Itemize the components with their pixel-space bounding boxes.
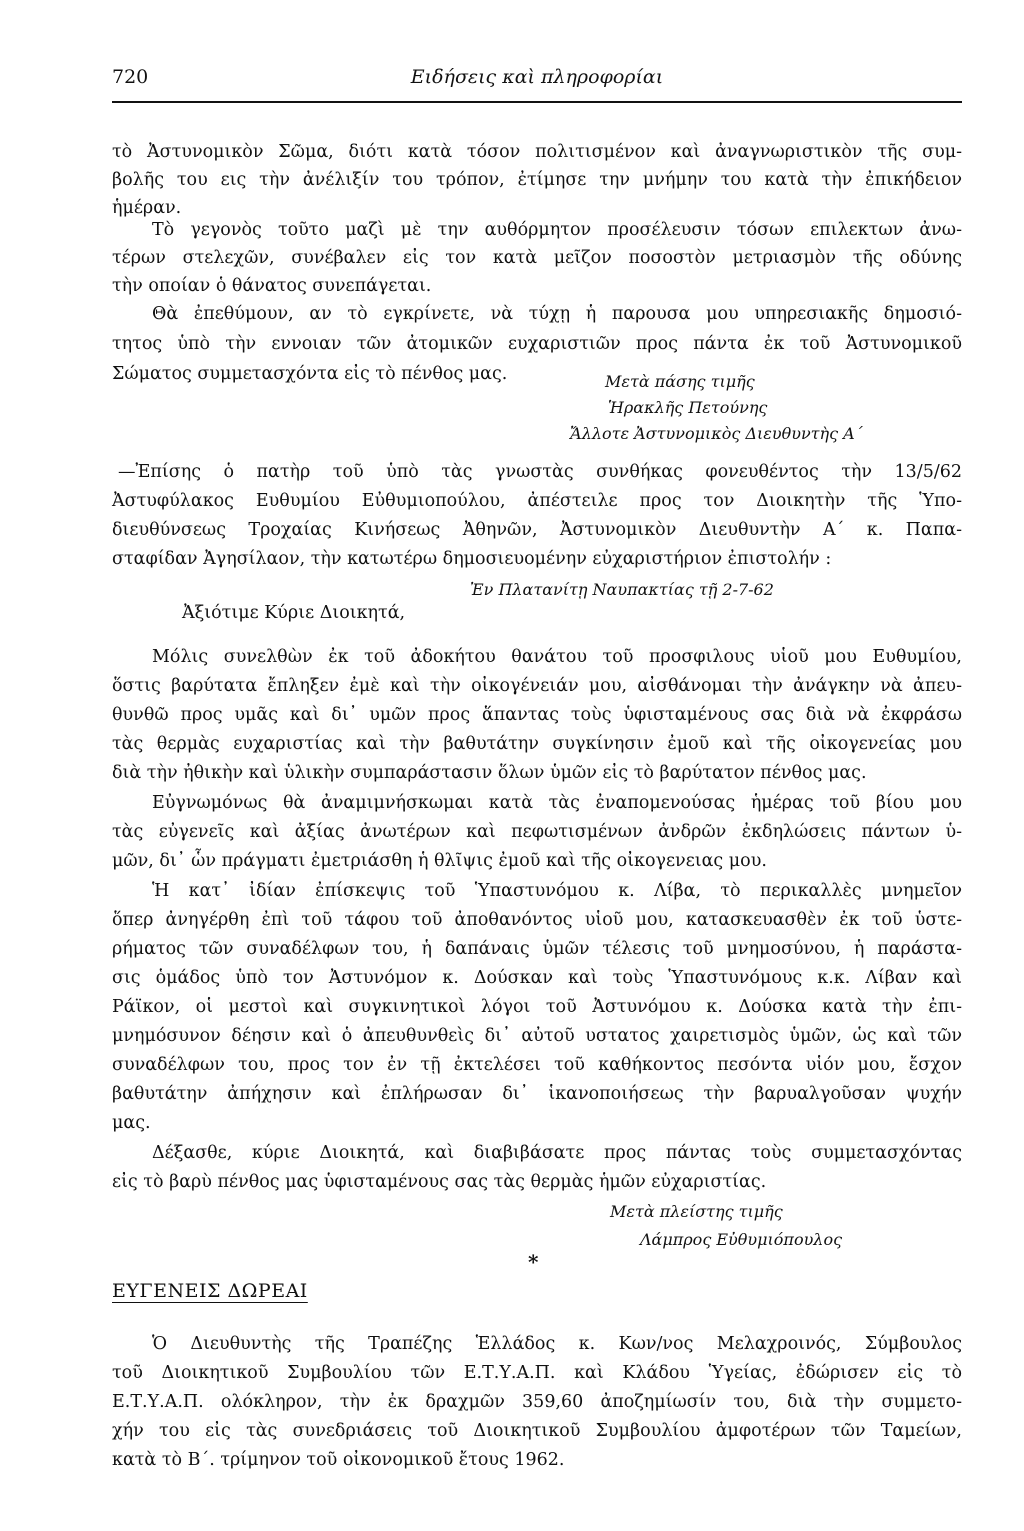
- signature-name: Λάμπρος Εὐθυμιόπουλος: [640, 1230, 843, 1249]
- text-line: τοῦ Διοικητικοῦ Συμβουλίου τῶν Ε.Τ.Υ.Α.Π. καὶ Κλάδου Ὑγείας, ἐδώρισεν εἰς τὸ: [112, 1363, 962, 1383]
- text-line: Θὰ ἐπεθύμουν, αν τὸ εγκρίνετε, νὰ τύχῃ ἡ παρουσα μου υπηρεσιακῆς δημοσιό-: [152, 304, 962, 324]
- text-line: τέρων στελεχῶν, συνέβαλεν εἰς τον κατὰ μεῖζον ποσοστὸν μετριασμὸν τῆς οδύνης: [112, 248, 962, 268]
- page-number: 720: [112, 66, 149, 88]
- text-line: τητος ὑπὸ τὴν εννοιαν τῶν ἀτομικῶν ευχαριστιῶν προς πάντα ἐκ τοῦ Ἀστυνομικοῦ: [112, 334, 962, 354]
- signature-closing: Μετὰ πλείστης τιμῆς: [610, 1202, 783, 1221]
- text-line: διὰ τὴν ἠθικὴν καὶ ὑλικὴν συμπαράστασιν ὅλων ὑμῶν εἰς τὸ βαρύτατον πένθος μας.: [112, 763, 867, 783]
- salutation: Ἀξιότιμε Κύριε Διοικητά,: [182, 603, 406, 623]
- text-line: τὰς θερμὰς ευχαριστίας καὶ τὴν βαθυτάτην συγκίνησιν ἐμοῦ καὶ τῆς οἰκογενείας μου: [112, 734, 962, 754]
- text-line: μῶν, δι᾿ ὧν πράγματι ἐμετριάσθη ἡ θλῖψις ἐμοῦ καὶ τῆς οἰκογενειας μου.: [112, 851, 767, 871]
- text-line: κατὰ τὸ Β΄. τρίμηνον τοῦ οἰκονομικοῦ ἔτους 1962.: [112, 1450, 565, 1470]
- text-line: διευθύνσεως Τροχαίας Κινήσεως Ἀθηνῶν, Ἀστυνομικὸν Διευθυντὴν Α΄ κ. Παπα-: [112, 520, 962, 540]
- text-line: Ὁ Διευθυντὴς τῆς Τραπέζης Ἑλλάδος κ. Κων/νος Μελαχροινός, Σύμβουλος: [152, 1334, 962, 1354]
- text-line: βολῆς του εις τὴν ἀνέλιξίν του τρόπον, ἐτίμησε την μνήμην του κατὰ τὴν ἐπικήδειον: [112, 170, 962, 190]
- text-line: Σώματος συμμετασχόντα εἰς τὸ πένθος μας.: [112, 364, 508, 384]
- text-line: εἰς τὸ βαρὺ πένθος μας ὑφισταμένους σας τὰς θερμὰς ἡμῶν εὐχαριστίας.: [112, 1172, 767, 1192]
- running-title: Ειδήσεις καὶ πληροφορίαι: [410, 66, 664, 88]
- text-line: ρήματος τῶν συναδέλφων του, ἡ δαπάναις ὑμῶν τέλεσις τοῦ μνημοσύνου, ἡ παράστα-: [112, 939, 962, 959]
- text-line: χήν του εἰς τὰς συνεδριάσεις τοῦ Διοικητικοῦ Συμβουλίου ἀμφοτέρων τῶν Ταμείων,: [112, 1421, 962, 1441]
- text-line: Ἡ κατ᾿ ἰδίαν ἐπίσκεψις τοῦ Ὑπαστυνόμου κ. Λίβα, τὸ περικαλλὲς μνημεῖον: [152, 881, 962, 901]
- text-line: —Ἐπίσης ὁ πατὴρ τοῦ ὑπὸ τὰς γνωστὰς συνθήκας φονευθέντος τὴν 13/5/62: [118, 462, 962, 482]
- text-line: σταφίδαν Ἀγησίλαον, τὴν κατωτέρω δημοσιευομένην εὐχαριστήριον ἐπιστολήν :: [112, 549, 832, 569]
- signature-closing: Μετὰ πάσης τιμῆς: [605, 372, 755, 391]
- text-line: ὅστις βαρύτατα ἔπληξεν ἐμὲ καὶ τὴν οἰκογένειάν μου, αἰσθάνομαι τὴν ἀνάγκην νὰ ἀπευ-: [112, 676, 962, 696]
- header-rule: [112, 101, 962, 103]
- text-line: μας.: [112, 1113, 151, 1133]
- text-line: Μόλις συνελθὼν ἐκ τοῦ ἀδοκήτου θανάτου τοῦ προσφιλους υἱοῦ μου Ευθυμίου,: [152, 647, 962, 667]
- separator-star: *: [528, 1250, 539, 1274]
- text-line: τὴν οποίαν ὁ θάνατος συνεπάγεται.: [112, 276, 432, 296]
- text-line: σις ὁμάδος ὑπὸ τον Ἀστυνόμον κ. Δούσκαν καὶ τοὺς Ὑπαστυνόμους κ.κ. Λίβαν καὶ: [112, 968, 962, 988]
- text-line: τὰς εὐγενεῖς καὶ ἀξίας ἀνωτέρων καὶ πεφωτισμένων ἀνδρῶν ἐκδηλώσεις πάντων ὑ-: [112, 822, 962, 842]
- section-title: ΕΥΓΕΝΕΙΣ ΔΩΡΕΑΙ: [112, 1280, 308, 1302]
- text-line: Ε.Τ.Υ.Α.Π. ολόκληρον, τὴν ἐκ δραχμῶν 359,60 ἀποζημίωσίν του, διὰ τὴν συμμετο-: [112, 1392, 962, 1412]
- letter-place-date: Ἐν Πλατανίτῃ Ναυπακτίας τῇ 2-7-62: [470, 580, 774, 599]
- text-line: συναδέλφων του, προς τον ἐν τῇ ἐκτελέσει τοῦ καθήκοντος πεσόντα υἱόν μου, ἔσχον: [112, 1055, 962, 1075]
- signature-title: Ἄλλοτε Ἀστυνομικὸς Διευθυντὴς Α΄: [570, 424, 863, 443]
- text-line: θυνθῶ προς υμᾶς καὶ δι᾿ υμῶν προς ἅπαντας τοὺς ὑφισταμένους σας διὰ νὰ ἐκφράσω: [112, 705, 962, 725]
- text-line: ὅπερ ἀνηγέρθη ἐπὶ τοῦ τάφου τοῦ ἀποθανόντος υἱοῦ μου, κατασκευασθὲν ἐκ τοῦ ὑστε-: [112, 910, 962, 930]
- text-line: Ράϊκον, οἱ μεστοὶ καὶ συγκινητικοὶ λόγοι τοῦ Ἀστυνόμου κ. Δούσκα κατὰ τὴν ἐπι-: [112, 997, 962, 1017]
- text-line: Εὐγνωμόνως θὰ ἀναμιμνήσκωμαι κατὰ τὰς ἐναπομενούσας ἡμέρας τοῦ βίου μου: [152, 793, 962, 813]
- text-line: Δέξασθε, κύριε Διοικητά, καὶ διαβιβάσατε προς πάντας τοὺς συμμετασχόντας: [152, 1143, 962, 1163]
- text-line: μνημόσυνον δέησιν καὶ ὁ ἀπευθυνθεὶς δι᾿ αὐτοῦ υστατος χαιρετισμὸς ὑμῶν, ὡς καὶ τῶν: [112, 1026, 962, 1046]
- signature-name: Ἡρακλῆς Πετούνης: [608, 398, 768, 417]
- text-line: Τὸ γεγονὸς τοῦτο μαζὶ μὲ την αυθόρμητον προσέλευσιν τόσων επιλεκτων ἀνω-: [152, 220, 962, 240]
- text-line: Ἀστυφύλακος Ευθυμίου Εὐθυμιοπούλου, ἀπέστειλε προς τον Διοικητὴν τῆς Ὑπο-: [112, 491, 962, 511]
- text-line: τὸ Ἀστυνομικὸν Σῶμα, διότι κατὰ τόσον πολιτισμένον καὶ ἀναγνωριστικὸν τῆς συμ-: [112, 142, 962, 162]
- text-line: βαθυτάτην ἀπήχησιν καὶ ἐπλήρωσαν δι᾿ ἱκανοποιήσεως τὴν βαρυαλγοῦσαν ψυχήν: [112, 1084, 962, 1104]
- text-line: ἡμέραν.: [112, 198, 182, 218]
- page-header: [112, 66, 962, 96]
